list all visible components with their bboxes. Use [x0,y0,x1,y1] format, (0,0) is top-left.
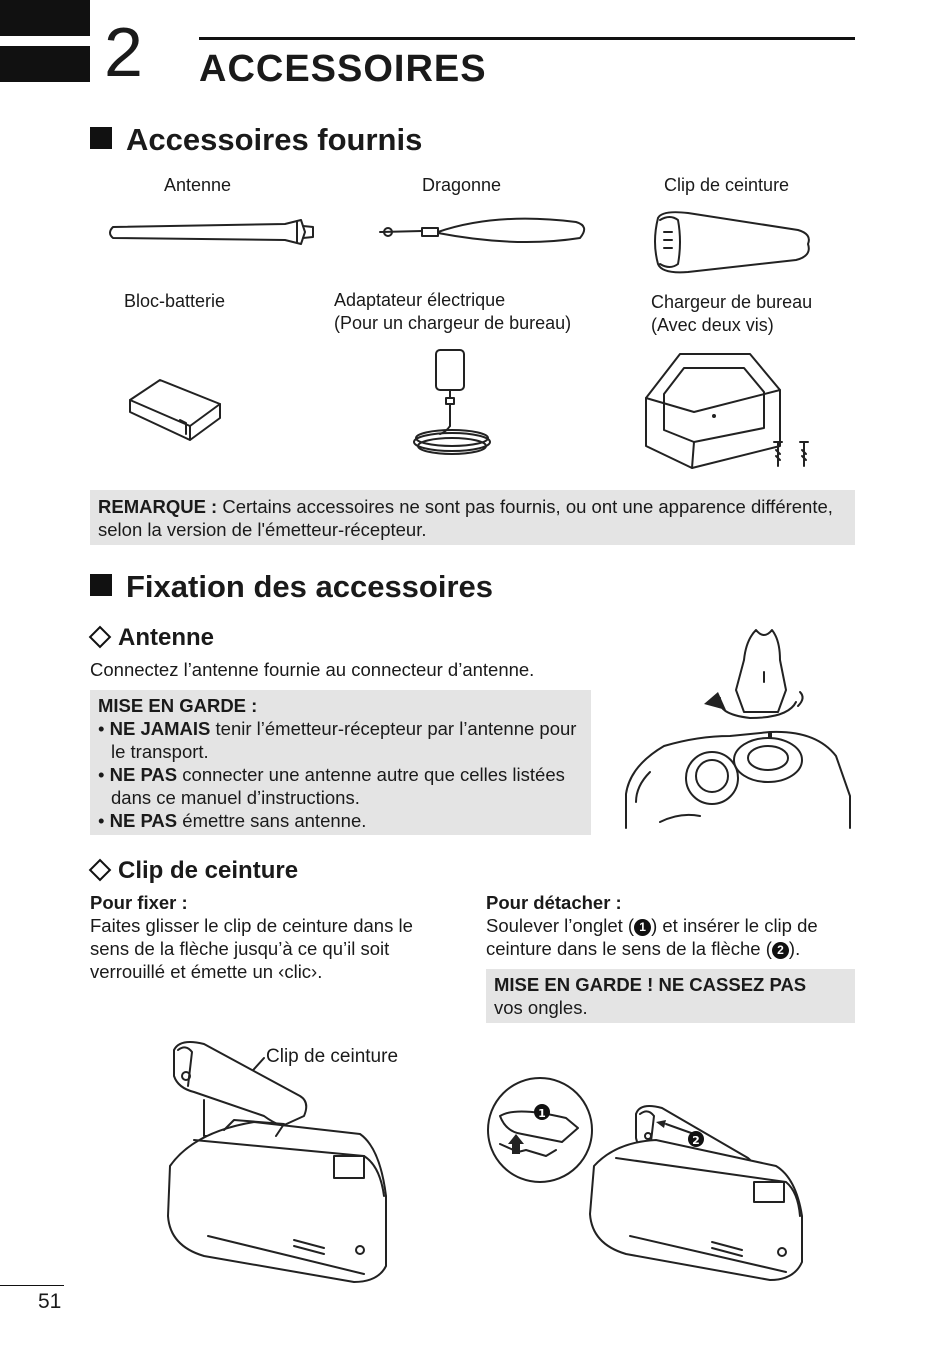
belt-clip-subheading: Clip de ceinture [88,857,298,885]
belt-clip-illustration [648,208,818,276]
chapter-number: 2 [104,13,143,91]
antenna-instruction: Connectez l’antenne fournie au connecteur d’antenne. [90,659,535,680]
figure-marker-1: 1 [538,1107,546,1120]
nail-caution-box [486,969,855,1023]
hand-strap-illustration [376,216,592,250]
attaching-heading: Fixation des accessoires [90,569,493,605]
chapter-tab-bar-bottom [0,46,90,82]
nail-caution-bold: MISE EN GARDE ! NE CASSEZ PAS [494,974,807,995]
chapter-title: ACCESSOIRES [199,48,487,90]
ac-adapter-illustration [406,346,498,466]
charger-label: Chargeur de bureau [651,292,813,312]
caution-item: • NE PAS connecter une antenne autre que celles listées dans ce manuel d’instructions. [98,763,583,809]
strap-label: Dragonne [422,175,502,195]
square-bullet-icon [90,127,112,149]
antenna-illustration [105,218,325,248]
antenna-connect-illustration [620,626,852,830]
detach-clip-illustration [486,1066,820,1286]
figure-clip-label: Clip de ceinture [266,1046,399,1067]
charger-sublabel: (Avec deux vis) [651,315,774,335]
remark-text: Certains accessoires ne sont pas fournis, ou ont une apparence différente, selon la version de l'émetteur-récepteur. [98,496,833,540]
nail-caution-text: vos ongles. [494,997,588,1018]
attach-clip-illustration [164,1036,399,1288]
battery-label: Bloc-batterie [124,291,226,311]
antenna-caution-box [90,690,591,835]
diamond-bullet-icon [89,626,112,649]
detach-title: Pour détacher : [486,892,622,913]
arrow-marker-2: 2 [772,942,789,959]
attach-title: Pour fixer : [90,892,188,913]
square-bullet-icon [90,574,112,596]
desktop-charger-illustration [640,350,820,476]
diamond-bullet-icon [89,859,112,882]
caution-item: • NE PAS émettre sans antenne. [98,809,583,832]
antenna-subheading: Antenne [88,624,214,652]
antenna-label: Antenne [164,175,232,195]
battery-pack-illustration [126,376,226,446]
detach-instructions [486,891,856,960]
page-number: 51 [38,1290,62,1313]
chapter-tab-bar-top [0,0,90,36]
detach-text: Soulever l’onglet ( 1 ) et insérer le clip de ceinture dans le sens de la flèche ( 2 ). [486,915,818,959]
attach-instructions [90,891,440,983]
antenna-caution-title: MISE EN GARDE : [98,695,258,716]
chapter-rule [199,37,855,40]
caution-item: • NE JAMAIS tenir l’émetteur-récepteur par l’antenne pour le transport. [98,717,583,763]
tab-marker-1: 1 [634,919,651,936]
belt-clip-label: Clip de ceinture [664,175,790,195]
adapter-sublabel: (Pour un chargeur de bureau) [334,313,572,333]
attach-text: Faites glisser le clip de ceinture dans le sens de la flèche jusqu’à ce qu’il soit verrouillé et émette un ‹clic›. [90,915,413,982]
remark-label: REMARQUE : [98,496,218,517]
adapter-label: Adaptateur électrique [334,290,506,310]
figure-marker-2: 2 [692,1134,700,1147]
page-number-rule [0,1285,64,1286]
remark-box [90,490,855,545]
supplied-heading: Accessoires fournis [90,122,422,158]
